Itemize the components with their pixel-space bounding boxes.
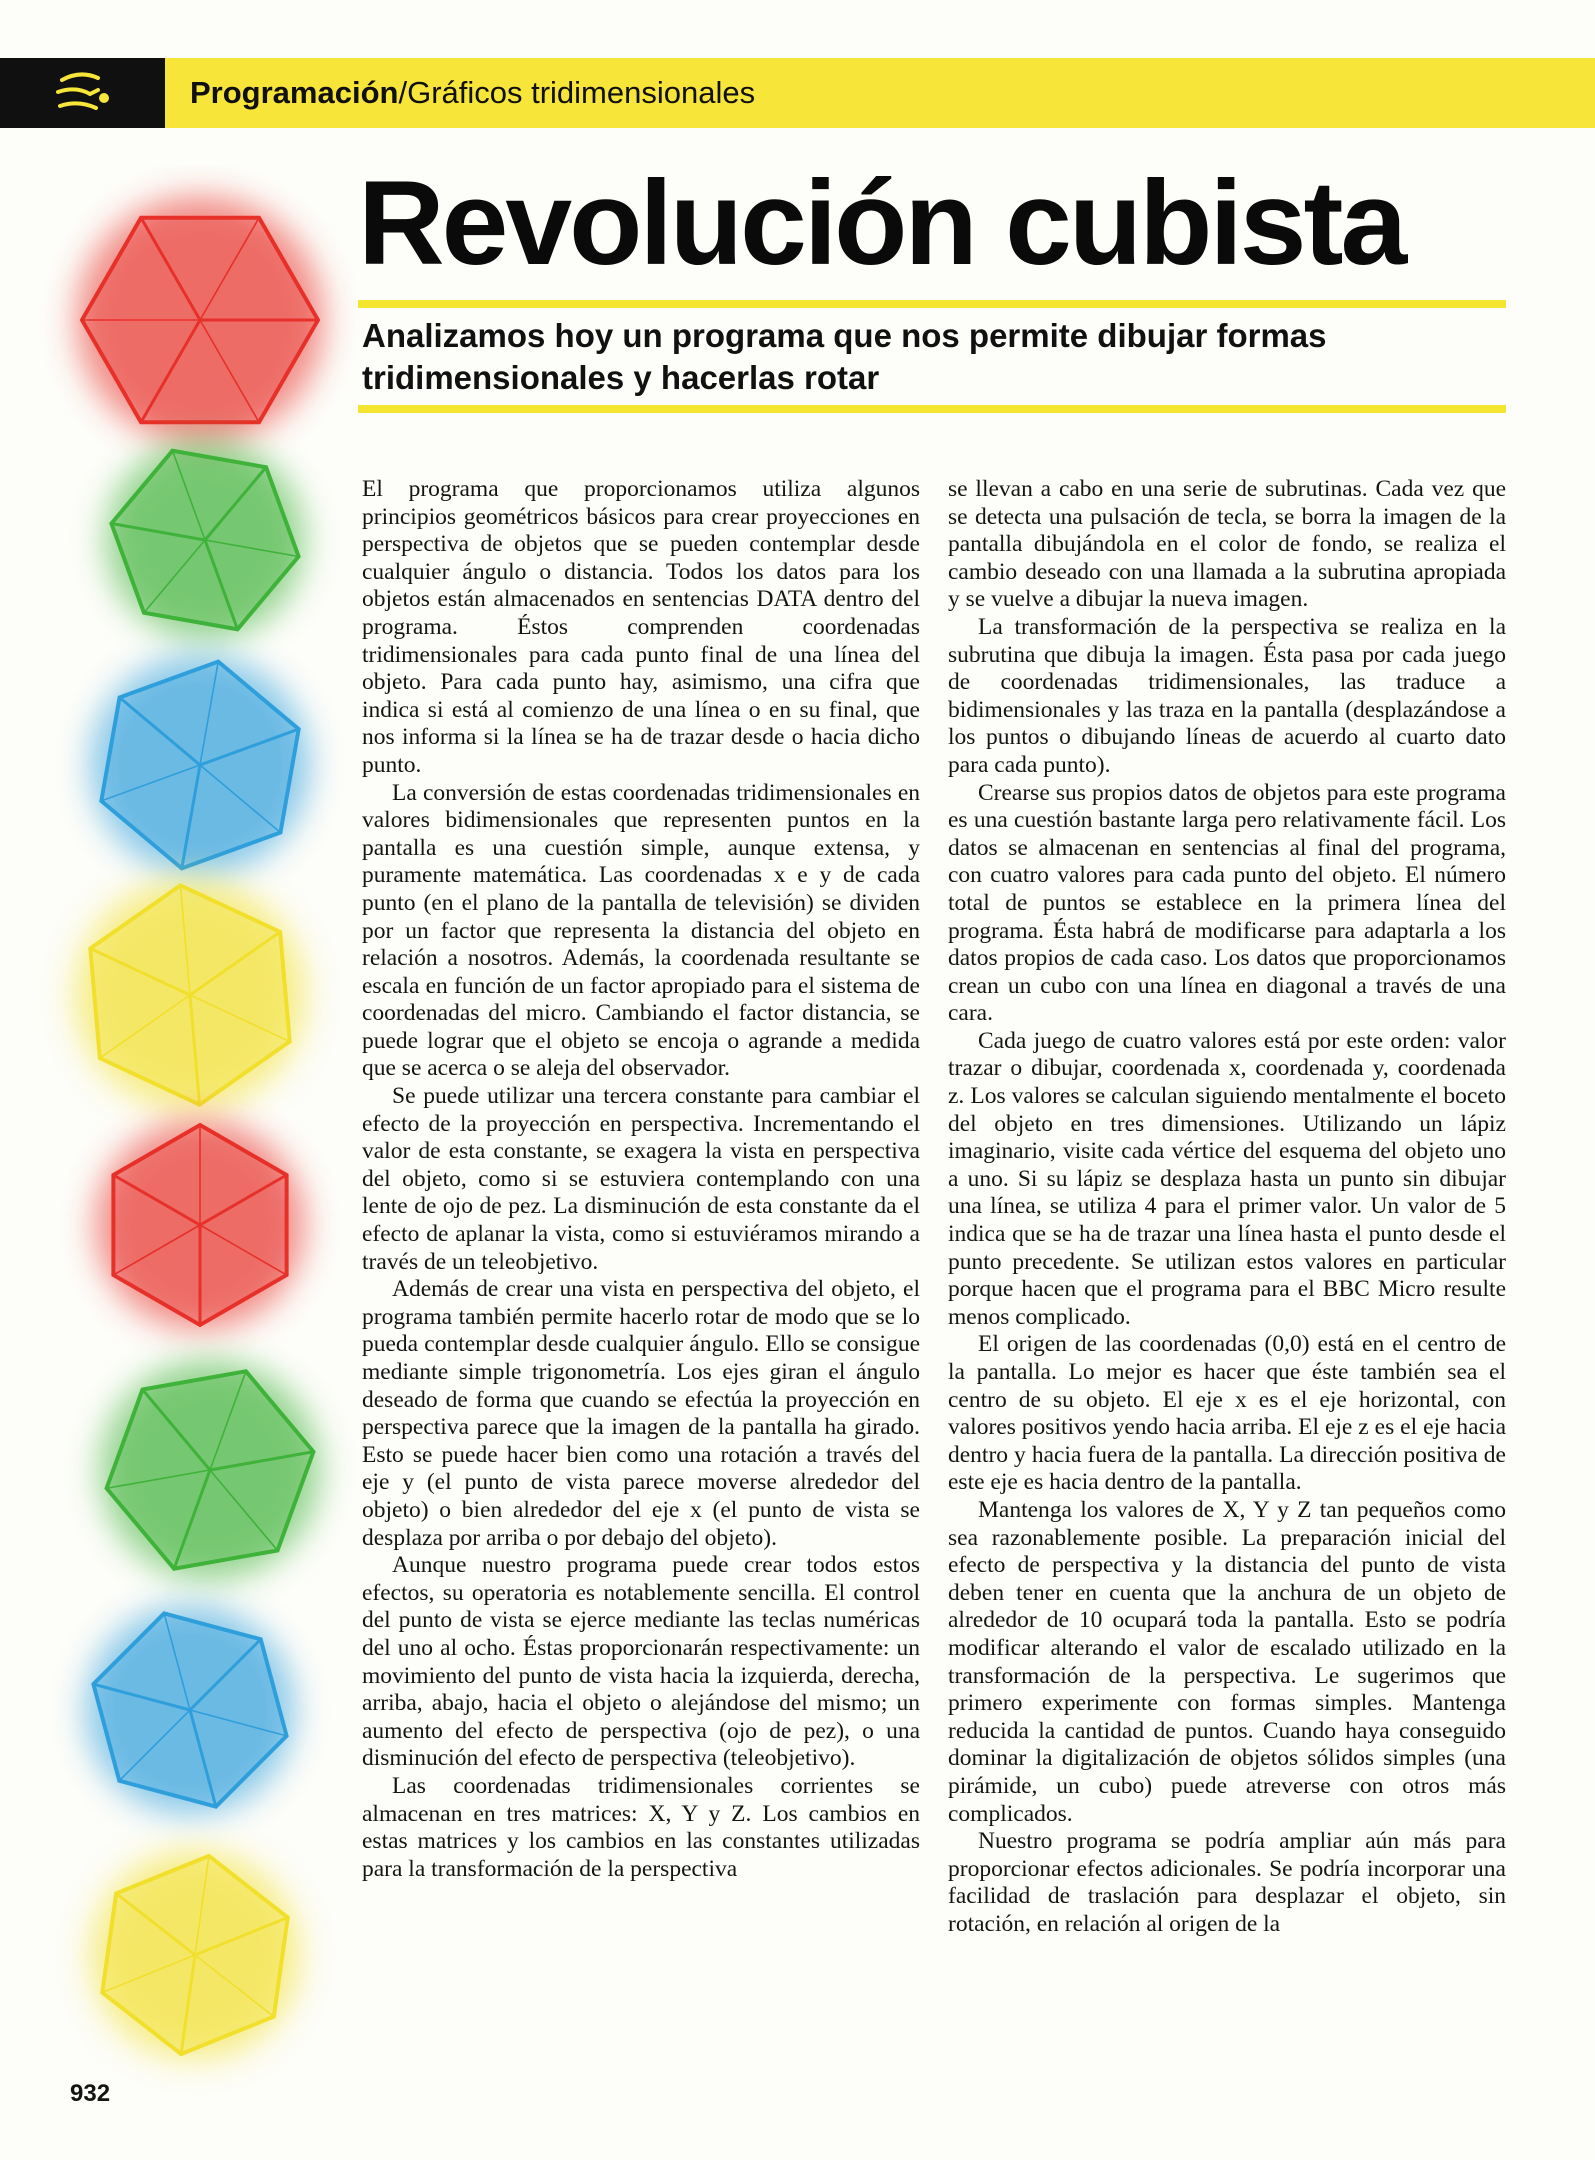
- title-rule-top: [358, 300, 1506, 308]
- running-header: [190, 70, 755, 116]
- blue-cube-icon: [61, 1581, 318, 1838]
- yellow-cube-icon: [76, 1836, 313, 2073]
- paragraph: Además de crear una vista en perspectiva del objeto, el programa también permite hacerlo rotar de modo que se lo pueda contemplar desde cualquier ángulo. Ello se consigue mediante simple trigonometría. Los ejes giran el ángulo deseado de forma que cuando se efectúa la proyección en perspectiva parece que la imagen de la pantalla ha girado. Esto se puede hacer bien como una rotación a través del eje y (el punto de vista parece moverse alrededor del objeto) o bien alrededor del eje x (el punto de vista se desplaza por arriba o por debajo del objeto).: [362, 1276, 920, 1551]
- paragraph: La transformación de la perspectiva se realiza en la subrutina que dibuja la imagen. Ésta pasa por cada juego de coordenadas tridimensionales, las traduce a bidimensionales y las traza en la pantalla (desplazándose a los puntos o dibujando líneas de acuerdo al cuarto dato para cada punto).: [948, 613, 1506, 778]
- paragraph: Aunque nuestro programa puede crear todos estos efectos, su operatoria es notablemente sencilla. El control del punto de vista se ejerce mediante las teclas numéricas del uno al ocho. Éstas proporcionarán respectivamente: un movimiento del punto de vista hacia la izquierda, derecha, arriba, abajo, hacia el objeto o alejándose del mismo; un aumento del efecto de perspectiva (ojo de pez), o una disminución del efecto de perspectiva (teleobjetivo).: [362, 1552, 920, 1772]
- text-column-right: [948, 476, 1506, 1938]
- section-logo: [0, 58, 165, 128]
- text-column-left: [362, 476, 920, 1883]
- paragraph: Cada juego de cuatro valores está por este orden: valor trazar o dibujar, coordenada x, coordenada y, coordenada z. Los valores se calculan siguiendo mentalmente el boceto del objeto en tres dimensiones. Utilizando un lápiz imaginario, visite cada vértice del esquema del objeto uno a uno. Si su lápiz se desplaza hasta un punto sin dibujar una línea, se utiliza 4 para el primer valor. Un valor de 5 indica que se ha de trazar una línea hasta el punto desde el punto precedente. Se utilizan estos valores en particular porque hacen que el programa para el BBC Micro resulte menos complicado.: [948, 1027, 1506, 1330]
- red-cube-icon: [31, 165, 360, 489]
- green-cube-icon: [77, 412, 333, 668]
- paragraph: La conversión de estas coordenadas tridimensionales en valores bidimensionales que representen puntos en la pantalla es una cuestión simple, aunque extensa, y puramente matemática. Las coordenadas x e y de cada punto (en el plano de la pantalla de televisión) se dividen por un factor que representa la distancia del objeto en relación a nosotros. Además, la coordenada resultante se escala en función de un factor apropiado para el sistema de coordenadas del micro. Cambiando el factor distancia, se puede lograr que el objeto se encoja o agrande a medida que se acerca o se aleja del observador.: [362, 779, 920, 1082]
- page-number: 932: [70, 2080, 111, 2107]
- header-section: Programación: [190, 75, 399, 110]
- paragraph: El programa que proporcionamos utiliza algunos principios geométricos básicos para crear proyecciones en perspectiva de objetos que se pueden contemplar desde cualquier ángulo o distancia. Todos los datos para los objetos están almacenados en sentencias DATA dentro del programa. Éstos comprenden coordenadas tridimensionales para cada punto final de una línea del objeto. Para cada punto hay, asimismo, una cifra que indica si está al comienzo de una línea o en su final, que nos informa si la línea se ha de trazar desde o hacia dicho punto.: [362, 476, 920, 778]
- red-cube-icon: [95, 1120, 305, 1330]
- paragraph: Las coordenadas tridimensionales corrientes se almacenan en tres matrices: X, Y y Z. Los cambios en estas matrices y los cambios en las constantes utilizadas para la transformación de la perspectiva: [362, 1772, 920, 1882]
- cube-illustration: [20, 165, 360, 2125]
- paragraph: se llevan a cabo en una serie de subrutinas. Cada vez que se detecta una pulsación de tecla, se borra la imagen de la pantalla dibujándola en el color de fondo, se realiza el cambio deseado con una llamada a la subrutina apropiada y se vuelve a dibujar la nueva imagen.: [948, 476, 1506, 613]
- article-subtitle: Analizamos hoy un programa que nos permite dibujar formas tridimensionales y hacerlas rotar: [362, 317, 1327, 396]
- title-rule-bottom: [358, 405, 1506, 413]
- yellow-cube-icon: [65, 870, 315, 1120]
- paragraph: Mantenga los valores de X, Y y Z tan pequeños como sea razonablemente posible. La preparación inicial del efecto de perspectiva y la distancia del punto de vista deben tener en cuenta que la anchura de un objeto de alrededor de 10 ocupará toda la pantalla. Esto se podría modificar alterando el valor de escalado utilizado en la transformación de la perspectiva. Le sugerimos que primero experimente con formas simples. Mantenga reducida la cantidad de puntos. Cuando haya conseguido dominar la digitalización de objetos sólidos simples (una pirámide, un cubo) puede atreverse con otros más complicados.: [948, 1496, 1506, 1827]
- green-cube-icon: [69, 1329, 352, 1612]
- paragraph: Se puede utilizar una tercera constante para cambiar el efecto de la proyección en perspectiva. Incrementando el valor de esta constante, se exagera la vista en perspectiva del objeto, como si se estuviera contemplando con una lente de ojo de pez. La disminución de esta constante da el efecto de aplanar la vista, como si estuviéramos mirando a través de un teleobjetivo.: [362, 1083, 920, 1275]
- section-logo-icon: [58, 74, 107, 108]
- header-separator: /: [398, 75, 408, 110]
- paragraph: El origen de las coordenadas (0,0) está en el centro de la pantalla. Lo mejor es hacer que éste también sea el centro de su objeto. El eje x es el eje horizontal, con valores positivos yendo hacia arriba. El eje z es el eje hacia dentro y hacia fuera de la pantalla. La dirección positiva de este eje es hacia dentro de la pantalla.: [948, 1331, 1506, 1496]
- paragraph: Crearse sus propios datos de objetos para este programa es una cuestión bastante larga pero relativamente fácil. Los datos se almacenan en sentencias al final del programa, con cuatro valores para cada punto del objeto. El número total de puntos se establece en la primera línea del programa. Ésta habrá de modificarse para adaptarla a los datos propios de cada caso. Los datos que proporcionamos crean un cubo con una línea en diagonal a través de una cara.: [948, 779, 1506, 1027]
- header-topic: Gráficos tridimensionales: [407, 75, 756, 110]
- blue-cube-icon: [72, 637, 327, 892]
- article-title: Revolución cubista: [358, 156, 1405, 290]
- paragraph: Nuestro programa se podría ampliar aún más para proporcionar efectos adicionales. Se podría incorporar una facilidad de traslación para desplazar el objeto, sin rotación, en relación al origen de la: [948, 1828, 1506, 1937]
